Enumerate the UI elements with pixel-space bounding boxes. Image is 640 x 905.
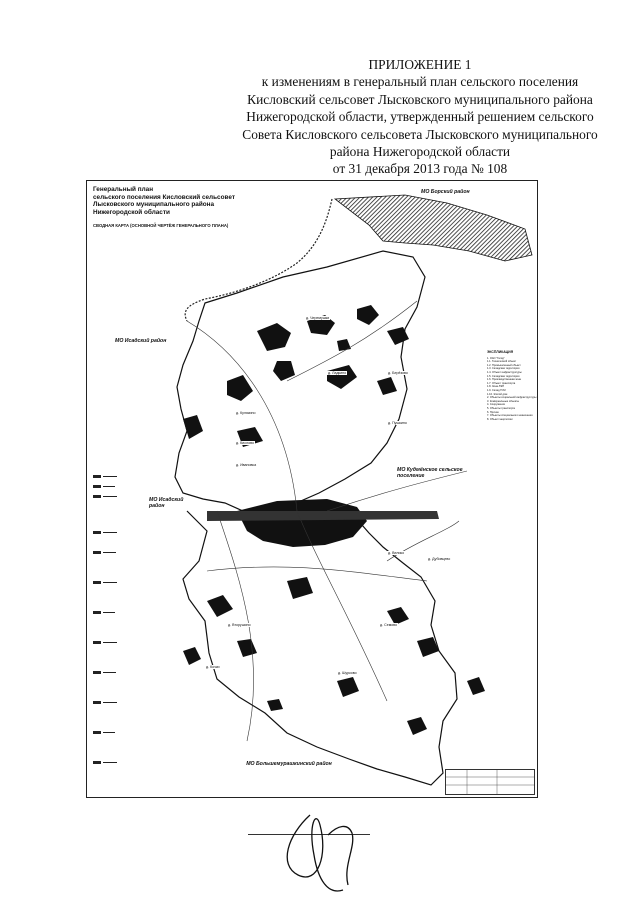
legend-item: 1.9. Склад ГСМ [487,388,506,392]
legend-item: 1.10. Жилой дом [487,392,508,396]
village-label: д. Семово [380,623,398,627]
legend-item: 1.4. Объект инфраструктуры [487,370,522,374]
map-legend-symbols [91,471,121,781]
legend-item: 1.8. Зона ЛЭП [487,385,505,389]
village-label: д. Кочки [206,665,220,669]
appendix-line: района Нижегородской области [329,144,511,160]
legend-item: 7. Объекты специального назначения [487,414,533,418]
legend-item: 2. Объекты социальной инфраструктуры [487,396,537,400]
legend-item: 1.2. Промышленный объект [487,363,521,367]
legend-item: 4. Сооружения [487,403,505,407]
legend-item: 3. Коммунальные объекты [487,399,520,403]
village-label: д. Велико [388,551,405,555]
map-legend: ЭКСПЛИКАЦИЯ 1. ОАО "Гагид" 1.1. Технический объект 1.2. Промышленный объект 1.3. Складская территория 1.4. Объект инфраструктуры 1.5. Складская территория 1.6. Производственная зона 1.7. Объект транспорта 1.8. Зона ЛЭП 1.9. Склад ГСМ 1.10. Жилой дом 2. Объекты социальной инфраструктуры 3. Коммунальные объекты 4. Сооружения 5. Объекты транспорта 6. Прочие 7. Объекты специального назначения 8. Объект энергетики [487,350,537,421]
appendix-date: от 31 декабря 2013 года № 108 [332,161,508,177]
label-borsky: МО Борский район [421,189,470,195]
legend-item: 1.7. Объект транспорта [487,381,516,385]
appendix-header [210,56,630,178]
industrial-strip [207,511,439,521]
village-label: д. Шурково [338,671,357,675]
village-label: д. Ивановка [236,463,257,467]
legend-item: 8. Объект энергетики [487,417,513,421]
appendix-line: Нижегородской области, утвержденный решением сельского [246,109,594,125]
appendix-line: Кисловский сельсовет Лысковского муниципального района [247,91,593,107]
legend-item: 6. Прочие [487,410,499,414]
legend-item: 1. ОАО "Гагид" [487,356,505,360]
legend-item: 1.6. Производственная зона [487,378,521,382]
legend-item: 5. Объекты транспорта [487,406,515,410]
village-label: д. Вторушино [228,623,251,627]
village-label: д. Ладкино [328,371,347,375]
settlement-boundary-south [183,507,457,785]
village-label: д. Дубовцево [428,557,451,561]
label-center-isadsky: МО Исадский район [149,497,184,509]
general-plan-map [86,180,538,798]
label-isadsky: МО Исадский район [115,338,167,344]
appendix-line: к изменениям в генеральный план сельского поселения [261,74,579,90]
appendix-line: Совета Кисловского сельсовета Лысковского муниципального [242,126,598,142]
appendix-title: ПРИЛОЖЕНИЕ 1 [368,57,472,72]
village-label: д. Кулякино [236,411,256,415]
label-bolshemurashkinsky: МО Большемурашкинский район [246,761,332,767]
village-label: д. Берёзово [388,371,408,375]
map-title: Генеральный план сельского поселения Кисловский сельсовет Лысковского муниципального района Нижегородской области [93,186,235,216]
legend-item: 1.3. Складская территория [487,367,520,371]
title-block-stamp [445,769,535,795]
village-label: д. Пушкино [388,421,407,425]
village-label: д. Черемушки [306,316,330,320]
label-kudmenskoe: МО Кудмёнское сельское поселение [397,467,463,479]
signature [248,795,378,905]
legend-item: 1.5. Складская территория [487,374,520,378]
legend-item: 1.1. Технический объект [487,360,517,364]
borsky-district-area [335,195,532,261]
village-label: д. Кислово [236,441,254,445]
map-subtitle: СВОДНАЯ КАРТА (ОСНОВНОЙ ЧЕРТЁЖ ГЕНЕРАЛЬНОГО ПЛАНА) [93,223,229,228]
map-drawing [87,181,538,798]
